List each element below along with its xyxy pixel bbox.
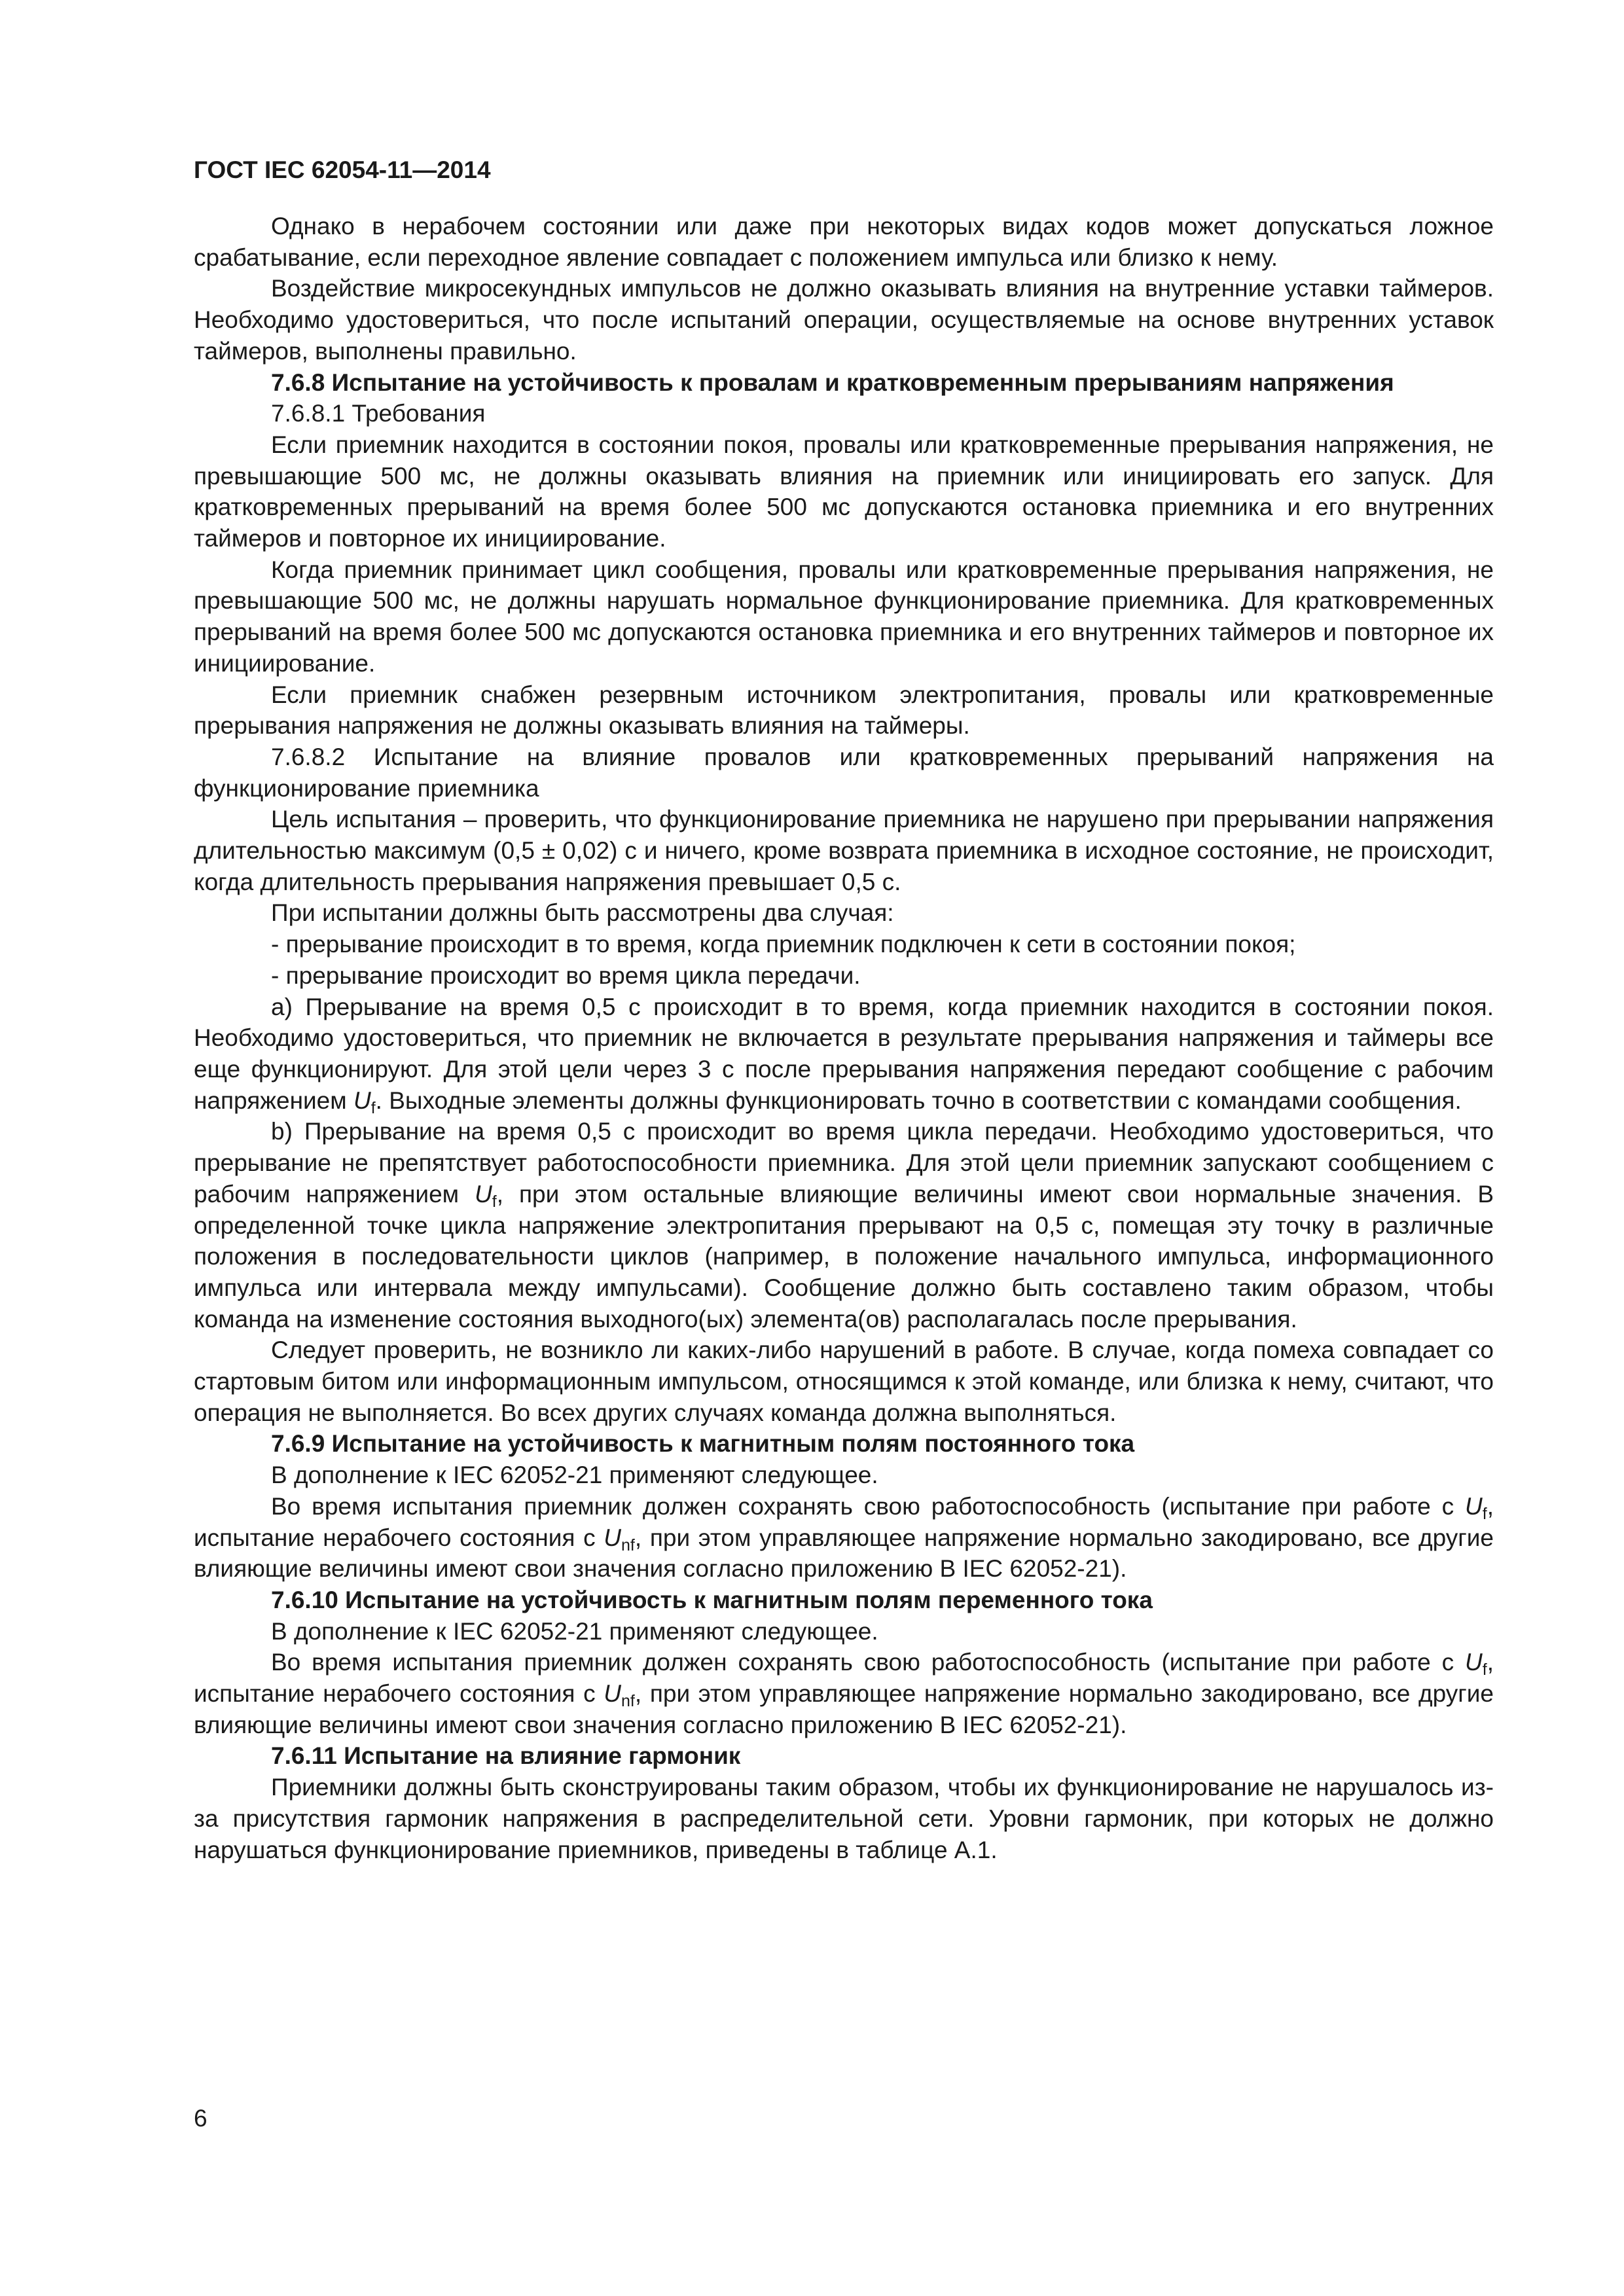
text-run: b) Прерывание на время 0,5 с происходит во время цикла передачи. Необходимо удостовериться, что прерывание не препятствует работоспособности приемника. Для этой цели приемник запускают сообщением с рабочим напряжением	[194, 1118, 1494, 1208]
paragraph-case-b	[194, 1116, 1494, 1335]
symbol-u: U	[1465, 1649, 1483, 1676]
paragraph	[194, 1491, 1494, 1585]
subsection-heading-7-6-8-1: 7.6.8.1 Требования	[271, 400, 486, 427]
text-run: , при этом управляющее напряжение нормально закодировано, все другие влияющие величины имеют свои значения согласно приложению В IEC 62052-21).	[194, 1680, 1494, 1738]
symbol-u: U	[1465, 1492, 1483, 1520]
paragraph-case-a	[194, 992, 1494, 1117]
paragraph: Однако в нерабочем состоянии или даже при некоторых видах кодов может допускаться ложное срабатывание, если переходное явление совпадает с положением импульса или близко к нему.	[194, 213, 1494, 271]
symbol-subscript-f: f	[492, 1192, 497, 1211]
document-body	[194, 211, 1494, 1865]
symbol-u: U	[475, 1180, 492, 1208]
text-run: , при этом управляющее напряжение нормально закодировано, все другие влияющие величины имеют свои значения согласно приложению В IEC 62052-21).	[194, 1524, 1494, 1583]
text-run: , испытание нерабочего состояния с	[194, 1492, 1494, 1551]
symbol-u: U	[353, 1086, 371, 1114]
section-heading-7-6-9: 7.6.9 Испытание на устойчивость к магнитным полям постоянного тока	[271, 1430, 1135, 1458]
symbol-subscript-f: f	[370, 1098, 376, 1117]
text-run: а) Прерывание на время 0,5 с происходит в то время, когда приемник находится в состоянии покоя. Необходимо удостовериться, что приемник не включается в результате прерывания напряжения и таймеры все еще функционируют. Для этой цели через 3 с после прерывания напряжения передают сообщение с рабочим напряжением	[194, 993, 1494, 1114]
paragraph: Цель испытания – проверить, что функционирование приемника не нарушено при прерывании напряжения длительностью максимум (0,5 ± 0,02) с и ничего, кроме возврата приемника в исходное состояние, не происходит, когда длительность прерывания напряжения превышает 0,5 с.	[194, 806, 1494, 895]
paragraph: В дополнение к IEC 62052-21 применяют следующее.	[271, 1462, 878, 1489]
paragraph: В дополнение к IEC 62052-21 применяют следующее.	[271, 1617, 878, 1645]
paragraph: Приемники должны быть сконструированы таким образом, чтобы их функционирование не нарушалось из-за присутствия гармоник напряжения в распределительной сети. Уровни гармоник, при которых не должно нарушаться функционирование приемников, приведены в таблице А.1.	[194, 1774, 1494, 1863]
section-heading-7-6-10: 7.6.10 Испытание на устойчивость к магнитным полям переменного тока	[271, 1586, 1153, 1613]
text-run: . Выходные элементы должны функционировать точно в соответствии с командами сообщения.	[375, 1086, 1462, 1114]
subsection-heading-7-6-8-2: 7.6.8.2 Испытание на влияние провалов или кратковременных прерываний напряжения на функционирование приемника	[194, 743, 1494, 802]
list-item: - прерывание происходит в то время, когда приемник подключен к сети в состоянии покоя;	[271, 931, 1296, 958]
page-number: 6	[194, 2105, 208, 2132]
symbol-u: U	[604, 1524, 622, 1551]
text-run: , испытание нерабочего состояния с	[194, 1649, 1494, 1708]
paragraph	[194, 1647, 1494, 1740]
paragraph: Если приемник находится в состоянии покоя, провалы или кратковременные прерывания напряжения, не превышающие 500 мс, не должны оказывать влияния на приемник или инициировать его запуск. Для кратковременных прерываний на время более 500 мс допускаются остановка приемника и его внутренних таймеров и повторное их инициирование.	[194, 431, 1494, 552]
symbol-subscript-f: f	[1482, 1504, 1487, 1523]
symbol-subscript-nf: nf	[621, 1692, 635, 1711]
text-run: , при этом остальные влияющие величины имеют свои нормальные значения. В определенной точке цикла напряжение электропитания прерывают на 0,5 с, помещая эту точку в различные положения в последовательности циклов (например, в положение начального импульса, информационного импульса или интервала между импульсами). Сообщение должно быть составлено таким образом, чтобы команда на изменение состояния выходного(ых) элемента(ов) располагалась после прерывания.	[194, 1180, 1494, 1333]
section-heading-7-6-8: 7.6.8 Испытание на устойчивость к провалам и кратковременным прерываниям напряжения	[271, 368, 1394, 396]
paragraph: Следует проверить, не возникло ли каких-либо нарушений в работе. В случае, когда помеха совпадает со стартовым битом или информационным импульсом, относящимся к этой команде, или близка к нему, считают, что операция не выполняется. Во всех других случаях команда должна выполняться.	[194, 1336, 1494, 1426]
paragraph: Когда приемник принимает цикл сообщения, провалы или кратковременные прерывания напряжения, не превышающие 500 мс, не должны нарушать нормальное функционирование приемника. Для кратковременных прерываний на время более 500 мс допускаются остановка приемника и его внутренних таймеров и повторное их инициирование.	[194, 556, 1494, 677]
paragraph: Воздействие микросекундных импульсов не должно оказывать влияния на внутренние уставки таймеров. Необходимо удостовериться, что после испытаний операции, осуществляемые на основе внутренних уставок таймеров, выполнены правильно.	[194, 275, 1494, 365]
text-run: Во время испытания приемник должен сохранять свою работоспособность (испытание при работе с	[271, 1649, 1466, 1676]
paragraph: Если приемник снабжен резервным источником электропитания, провалы или кратковременные прерывания напряжения не должны оказывать влияния на таймеры.	[194, 681, 1494, 740]
symbol-u: U	[604, 1680, 622, 1708]
list-item: - прерывание происходит во время цикла передачи.	[271, 961, 861, 989]
paragraph: При испытании должны быть рассмотрены два случая:	[271, 899, 894, 927]
section-heading-7-6-11: 7.6.11 Испытание на влияние гармоник	[271, 1742, 741, 1770]
text-run: Во время испытания приемник должен сохранять свою работоспособность (испытание при работе с	[271, 1492, 1466, 1520]
symbol-subscript-f: f	[1482, 1660, 1487, 1679]
document-code-header: ГОСТ IEC 62054-11—2014	[194, 156, 491, 183]
symbol-subscript-nf: nf	[621, 1535, 635, 1554]
